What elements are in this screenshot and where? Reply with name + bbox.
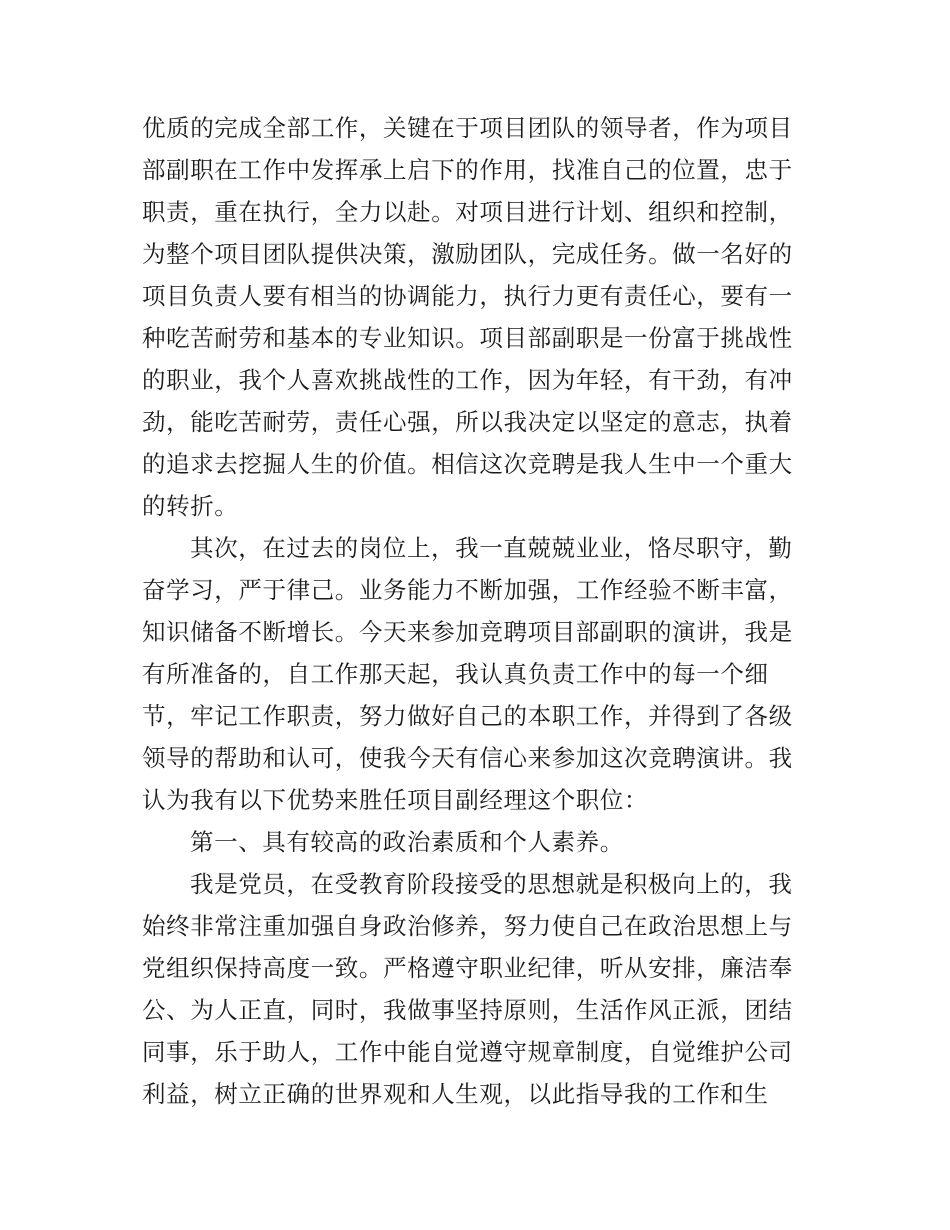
paragraph-first-line: 其次，在过去的岗位上，我一直兢兢业业，恪尽职守，勤 <box>190 534 793 562</box>
text-line: 同事，乐于助人，工作中能自觉遵守规章制度，自觉维护公司 <box>142 1038 793 1066</box>
text-line: 部副职在工作中发挥承上启下的作用，找准自己的位置，忠于 <box>142 156 793 184</box>
text-line: 领导的帮助和认可，使我今天有信心来参加这次竞聘演讲。我 <box>142 744 793 772</box>
section-heading: 第一、具有较高的政治素质和个人素养。 <box>190 828 624 856</box>
text-line: 知识储备不断增长。今天来参加竞聘项目部副职的演讲，我是 <box>142 618 793 646</box>
text-line: 项目负责人要有相当的协调能力，执行力更有责任心，要有一 <box>142 282 793 310</box>
text-line: 种吃苦耐劳和基本的专业知识。项目部副职是一份富于挑战性 <box>142 324 793 352</box>
text-line: 奋学习，严于律己。业务能力不断加强，工作经验不断丰富， <box>142 576 793 604</box>
text-line: 有所准备的，自工作那天起，我认真负责工作中的每一个细 <box>142 660 769 688</box>
text-line: 的追求去挖掘人生的价值。相信这次竞聘是我人生中一个重大 <box>142 450 793 478</box>
text-line: 的职业，我个人喜欢挑战性的工作，因为年轻，有干劲，有冲 <box>142 366 793 394</box>
text-line: 节，牢记工作职责，努力做好自己的本职工作，并得到了各级 <box>142 702 793 730</box>
text-line: 始终非常注重加强自身政治修养，努力使自己在政治思想上与 <box>142 912 793 940</box>
text-line: 为整个项目团队提供决策，激励团队，完成任务。做一名好的 <box>142 240 793 268</box>
text-line: 公、为人正直，同时，我做事坚持原则，生活作风正派，团结 <box>142 996 793 1024</box>
text-line: 职责，重在执行，全力以赴。对项目进行计划、组织和控制， <box>142 198 793 226</box>
text-line: 优质的完成全部工作，关键在于项目团队的领导者，作为项目 <box>142 114 793 142</box>
text-line: 的转折。 <box>142 492 239 520</box>
paragraph-first-line: 我是党员，在受教育阶段接受的思想就是积极向上的，我 <box>190 870 793 898</box>
text-line: 利益，树立正确的世界观和人生观，以此指导我的工作和生 <box>142 1080 769 1108</box>
text-line: 认为我有以下优势来胜任项目副经理这个职位： <box>142 786 649 814</box>
text-line: 劲，能吃苦耐劳，责任心强，所以我决定以坚定的意志，执着 <box>142 408 793 436</box>
text-line: 党组织保持高度一致。严格遵守职业纪律，听从安排，廉洁奉 <box>142 954 793 982</box>
